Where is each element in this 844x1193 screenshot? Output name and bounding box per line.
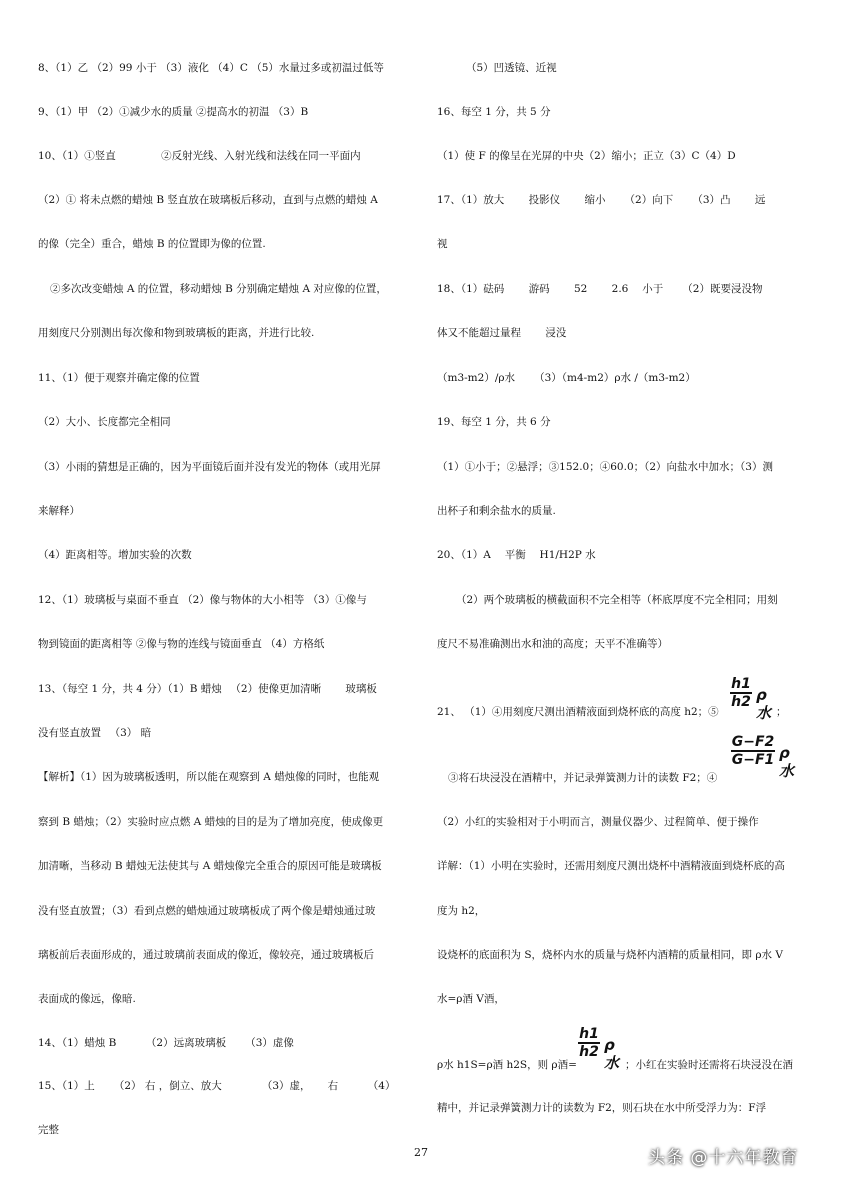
answer-line: 18、（1）砝码 游码 52 2.6 小于 （2）既要浸没物 (437, 283, 763, 295)
answer-line: 11、（1）便于观察并确定像的位置 (38, 372, 200, 384)
answer-line: 出杯子和剩余盐水的质量. (437, 505, 556, 517)
answer-line: 没有竖直放置 （3） 暗 (38, 727, 152, 739)
answer-line: 度尺不易准确测出水和油的高度；天平不准确等） (437, 638, 668, 650)
answer-line: （2）两个玻璃板的横截面积不完全相等（杯底厚度不完全相同；用刻 (456, 594, 778, 606)
answer-line: （2）① 将未点燃的蜡烛 B 竖直放在玻璃板后移动，直到与点燃的蜡烛 A (38, 194, 378, 206)
answer-line: 17、（1）放大 投影仪 缩小 （2）向下 （3）凸 远 (437, 194, 766, 206)
page-number: 27 (414, 1146, 428, 1159)
formula-rho-alcohol (578, 1026, 620, 1072)
answer-line: 体又不能超过量程 浸没 (437, 327, 567, 339)
answer-line: ③将石块浸没在酒精中，并记录弹簧测力计的读数 F2；④ (448, 772, 718, 784)
formula-denominator: h2 (731, 694, 751, 710)
rho-water-symbol: ρ水 (756, 686, 772, 722)
answer-line: （m3-m2）/ρ水 （3）（m4-m2）ρ水 /（m3-m2） (437, 372, 696, 384)
answer-line: （5）凹透镜、近视 (466, 62, 557, 74)
answer-line: 物到镜面的距离相等 ②像与物的连线与镜面垂直 （4）方格纸 (38, 638, 325, 650)
explanation-line: 详解：（1）小明在实验时，还需用刻度尺测出烧杯中酒精液面到烧杯底的高 (437, 860, 785, 872)
answer-line: 13、（每空 1 分，共 4 分）（1）B 蜡烛 （2）使像更加清晰 玻璃板 (38, 683, 377, 695)
answer-line: ②多次改变蜡烛 A 的位置，移动蜡烛 B 分别确定蜡烛 A 对应像的位置， (50, 283, 387, 295)
analysis-line: 璃板前后表面形成的，通过玻璃前表面成的像近，像较亮，通过玻璃板后 (38, 949, 374, 961)
explanation-line: 水=ρ酒 V酒， (437, 993, 505, 1005)
answer-line: 8、（1）乙 （2）99 小于 （3）液化 （4）C （5）水量过多或初温过低等 (38, 62, 384, 74)
explanation-line: ；小红在实验时还需将石块浸没在酒 (625, 1059, 793, 1071)
formula-numerator: G−F2 (731, 734, 775, 750)
answer-line: （4）距离相等。增加实验的次数 (38, 549, 192, 561)
explanation-line: 设烧杯的底面积为 S，烧杯内水的质量与烧杯内酒精的质量相同，即 ρ水 V (437, 949, 783, 961)
answer-line: 视 (437, 238, 448, 250)
answer-line: 21、 （1）④用刻度尺测出酒精液面到烧杯底的高度 h2；⑤ (437, 706, 719, 718)
answer-line: 用刻度尺分别测出每次像和物到玻璃板的距离，并进行比较. (38, 327, 315, 339)
answer-line: 12、（1）玻璃板与桌面不垂直 （2）像与物体的大小相等 （3）①像与 (38, 594, 367, 606)
analysis-line: 表面成的像远，像暗. (38, 993, 136, 1005)
watermark: 头条 @十六年教育 (648, 1148, 799, 1168)
explanation-line: 精中，并记录弹簧测力计的读数为 F2，则石块在水中所受浮力为：F浮 (437, 1102, 767, 1114)
punctuation: ； (776, 706, 787, 718)
formula-denominator: h2 (579, 1044, 599, 1060)
explanation-line: ρ水 h1S=ρ酒 h2S，则 ρ酒= (437, 1059, 577, 1071)
explanation-line: 度为 h2， (437, 905, 486, 917)
answer-line: 16、每空 1 分，共 5 分 (437, 106, 551, 118)
analysis-line: 没有竖直放置；（3）看到点燃的蜡烛通过玻璃板成了两个像是蜡烛通过玻 (38, 905, 376, 917)
answer-line: （2）大小、长度都完全相同 (38, 416, 171, 428)
answer-line: （1）使 F 的像呈在光屏的中央（2）缩小；正立（3）C（4）D (437, 150, 736, 162)
answer-line: 来解释） (38, 505, 80, 517)
rho-water-symbol: ρ水 (779, 744, 795, 780)
answer-line: 的像（完全）重合，蜡烛 B 的位置即为像的位置. (38, 238, 266, 250)
formula-numerator: h1 (579, 1026, 599, 1042)
answer-line: 9、（1）甲 （2）①减少水的质量 ②提高水的初温 （3）B (38, 106, 309, 118)
rho-water-symbol: ρ水 (604, 1036, 620, 1072)
formula-numerator: h1 (731, 676, 751, 692)
answer-line: 19、每空 1 分，共 6 分 (437, 416, 551, 428)
analysis-line: 察到 B 蜡烛；（2）实验时应点燃 A 蜡烛的目的是为了增加亮度，使成像更 (38, 816, 384, 828)
answer-line: 15、（1）上 （2） 右 ，倒立、放大 （3）虚， 右 （4） (38, 1080, 396, 1092)
formula-denominator: G−F1 (731, 752, 775, 768)
answer-line: 10、（1）①竖直 ②反射光线、入射光线和法线在同一平面内 (38, 150, 361, 162)
formula-buoyancy-ratio (731, 734, 795, 780)
analysis-line: 加清晰，当移动 B 蜡烛无法使其与 A 蜡烛像完全重合的原因可能是玻璃板 (38, 860, 382, 872)
answer-line: 20、（1）A 平衡 H1/H2P 水 (437, 549, 596, 561)
answer-line: 完整 (38, 1124, 59, 1136)
answer-line: （3）小雨的猜想是正确的，因为平面镜后面并没有发光的物体（或用光屏 (38, 461, 381, 473)
formula-h1-over-h2 (730, 676, 772, 722)
answer-line: 14、（1）蜡烛 B （2）远离玻璃板 （3）虚像 (38, 1037, 294, 1049)
analysis-line: 【解析】（1）因为玻璃板透明，所以能在观察到 A 蜡烛像的同时，也能观 (38, 771, 380, 783)
answer-line: （2）小红的实验相对于小明而言，测量仪器少、过程简单、便于操作 (437, 816, 759, 828)
answer-line: （1）①小于；②悬浮；③152.0；④60.0；（2）向盐水中加水；（3）测 (437, 461, 773, 473)
